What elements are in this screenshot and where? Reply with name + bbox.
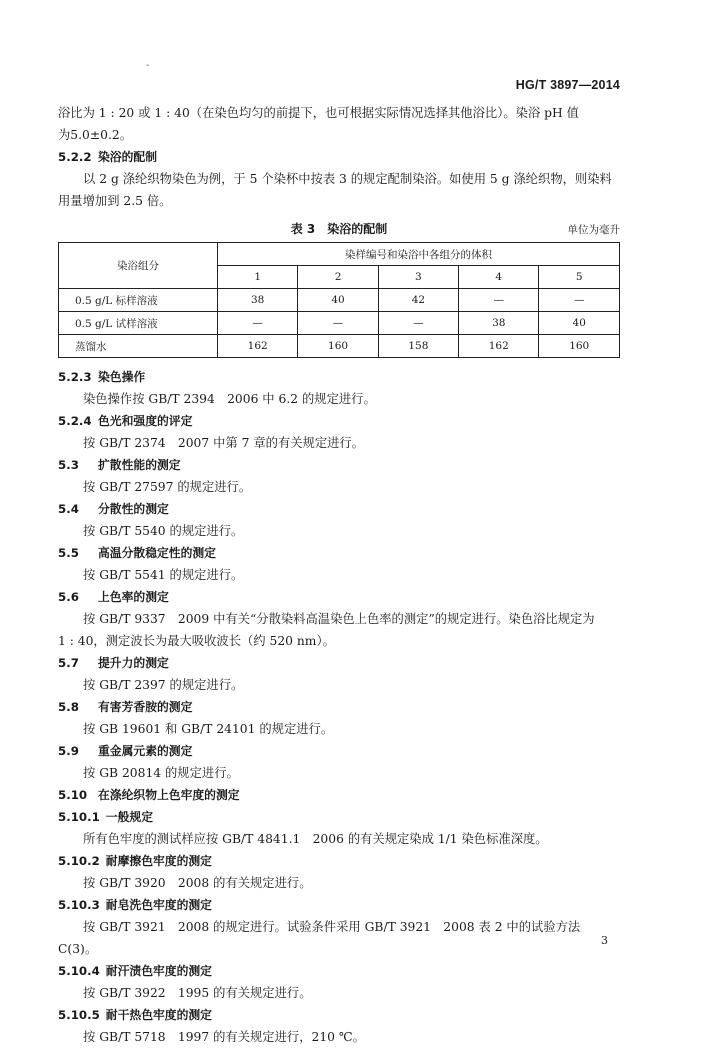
table-title: 表 3 染浴的配制 <box>290 222 388 236</box>
table-header-row <box>59 243 620 266</box>
table-header-cell: 3 <box>378 266 458 289</box>
scan-dot: - <box>146 60 150 71</box>
page-content <box>58 102 620 1048</box>
paragraph: 以 2 g 涤纶织物染色为例，于 5 个染杯中按表 3 的规定配制染浴。如使用 5 g 涤纶织物，则染料用量增加到 2.5 倍。 <box>58 172 612 208</box>
section-heading: 5.3 扩散性能的测定 <box>58 458 181 472</box>
section-heading: 5.5 高温分散稳定性的测定 <box>58 546 216 560</box>
table-header-cell: 染浴组分 <box>59 243 218 289</box>
table-cell: 0.5 g/L 标样溶液 <box>59 289 218 312</box>
paragraph: 按 GB/T 3922 1995 的有关规定进行。 <box>83 986 312 1000</box>
table-cell: 160 <box>539 335 620 358</box>
table-unit: 单位为毫升 <box>567 224 620 236</box>
table-cell: 158 <box>378 335 458 358</box>
table-cell: — <box>378 312 458 335</box>
section-heading: 5.7 提升力的测定 <box>58 656 169 670</box>
table-cell: 160 <box>298 335 378 358</box>
section-heading: 5.2.4 色光和强度的评定 <box>58 414 193 428</box>
paragraph: 1 : 40，测定波长为最大吸收波长（约 520 nm）。 <box>58 634 335 648</box>
table-cell: 38 <box>459 312 539 335</box>
table-row <box>59 289 620 312</box>
table-header-cell: 染样编号和染浴中各组分的体积 <box>218 243 620 266</box>
paragraph: 为5.0±0.2。 <box>58 128 133 142</box>
table-cell: — <box>539 289 620 312</box>
dye-bath-table <box>58 242 620 358</box>
paragraph: 按 GB/T 5540 的规定进行。 <box>83 524 244 538</box>
paragraph: 所有色牢度的测试样应按 GB/T 4841.1 2006 的有关规定染成 1/1 染色标准深度。 <box>83 832 548 846</box>
section-heading: 5.10 在涤纶织物上色牢度的测定 <box>58 788 240 802</box>
page-number: 3 <box>601 934 608 947</box>
section-heading: 5.10.5 耐干热色牢度的测定 <box>58 1008 212 1022</box>
table-cell: — <box>298 312 378 335</box>
table-cell: 38 <box>218 289 298 312</box>
paragraph: 按 GB/T 2374 2007 中第 7 章的有关规定进行。 <box>83 436 365 450</box>
paragraph: 按 GB 19601 和 GB/T 24101 的规定进行。 <box>83 722 334 736</box>
paragraph: 浴比为 1 : 20 或 1 : 40（在染色均匀的前提下，也可根据实际情况选择其他浴比）。染浴 pH 值 <box>58 106 579 120</box>
section-heading: 5.10.1 一般规定 <box>58 810 153 824</box>
paragraph: 按 GB/T 2397 的规定进行。 <box>83 678 244 692</box>
section-heading: 5.10.3 耐皂洗色牢度的测定 <box>58 898 212 912</box>
table-cell: 蒸馏水 <box>59 335 218 358</box>
paragraph: 染色操作按 GB/T 2394 2006 中 6.2 的规定进行。 <box>83 392 376 406</box>
table-cell: 42 <box>378 289 458 312</box>
table-cell: 162 <box>459 335 539 358</box>
table-header-cell: 5 <box>539 266 620 289</box>
section-heading: 5.2.2 染浴的配制 <box>58 150 157 164</box>
paragraph: 按 GB/T 27597 的规定进行。 <box>83 480 252 494</box>
table-cell: 162 <box>218 335 298 358</box>
section-heading: 5.6 上色率的测定 <box>58 590 169 604</box>
table-cell: — <box>218 312 298 335</box>
table-cell: 40 <box>298 289 378 312</box>
table-header-cell: 4 <box>459 266 539 289</box>
section-heading: 5.8 有害芳香胺的测定 <box>58 700 193 714</box>
standard-code: HG/T 3897—2014 <box>515 78 620 92</box>
table-header-cell: 1 <box>218 266 298 289</box>
section-heading: 5.10.2 耐摩擦色牢度的测定 <box>58 854 212 868</box>
section-heading: 5.2.3 染色操作 <box>58 370 146 384</box>
paragraph: 按 GB/T 3921 2008 的规定进行。试验条件采用 GB/T 3921 2008 表 2 中的试验方法 C(3)。 <box>58 920 581 956</box>
section-heading: 5.10.4 耐汗渍色牢度的测定 <box>58 964 212 978</box>
section-heading: 5.4 分散性的测定 <box>58 502 169 516</box>
paragraph: 按 GB 20814 的规定进行。 <box>83 766 239 780</box>
section-heading: 5.9 重金属元素的测定 <box>58 744 193 758</box>
table-cell: 0.5 g/L 试样溶液 <box>59 312 218 335</box>
table-cell: — <box>459 289 539 312</box>
table-row <box>59 312 620 335</box>
paragraph: 按 GB/T 9337 2009 中有关“分散染料高温染色上色率的测定”的规定进行。染色浴比规定为 <box>83 612 595 626</box>
table-row <box>59 335 620 358</box>
table-header-cell: 2 <box>298 266 378 289</box>
paragraph: 按 GB/T 3920 2008 的有关规定进行。 <box>83 876 312 890</box>
paragraph: 按 GB/T 5718 1997 的有关规定进行，210 ℃。 <box>83 1030 365 1044</box>
table-caption <box>58 216 620 242</box>
table-cell: 40 <box>539 312 620 335</box>
paragraph: 按 GB/T 5541 的规定进行。 <box>83 568 244 582</box>
